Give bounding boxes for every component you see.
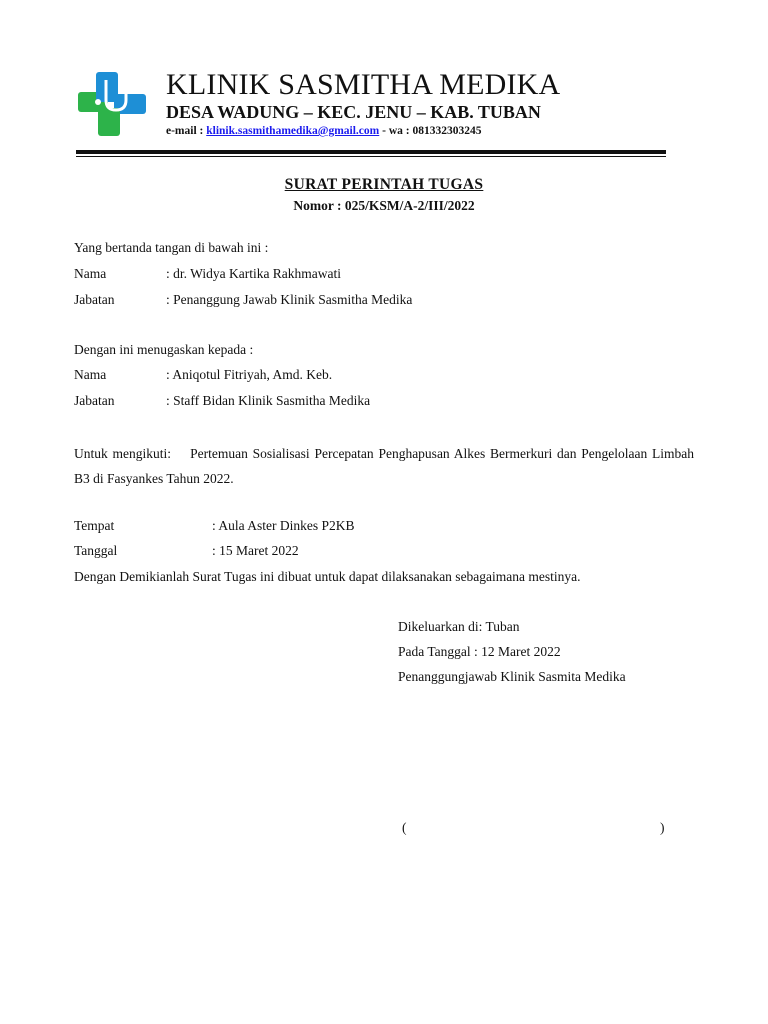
issuer-position-row <box>74 292 412 308</box>
email-label: e-mail : <box>166 125 204 137</box>
field-value: : dr. Widya Kartika Rakhmawati <box>166 266 342 281</box>
assignee-intro: Dengan ini menugaskan kepada : <box>74 342 254 357</box>
clinic-address: DESA WADUNG – KEC. JENU – KAB. TUBAN <box>166 102 541 122</box>
wa-label: - wa : <box>382 125 410 137</box>
signature-paren-close: ) <box>660 820 665 835</box>
field-label: Jabatan <box>74 393 115 408</box>
issuer-intro: Yang bertanda tangan di bawah ini : <box>74 240 269 255</box>
field-label: Tanggal <box>74 543 118 558</box>
issued-at: Dikeluarkan di: Tuban <box>398 619 520 634</box>
email-link[interactable]: klinik.sasmithamedika@gmail.com <box>206 125 380 137</box>
field-label: Tempat <box>74 518 115 533</box>
clinic-contact <box>166 125 481 137</box>
place-row <box>74 518 355 534</box>
purpose-text: Pertemuan Sosialisasi Percepatan Penghapusan Alkes Bermerkuri dan Pengelolaan Limbah B3 di Fasyankes Tahun 2022. <box>74 446 695 486</box>
issuer-name-row <box>74 266 341 282</box>
assignee-position-row <box>74 393 370 409</box>
document-title: SURAT PERINTAH TUGAS <box>284 176 484 193</box>
clinic-name: KLINIK SASMITHA MEDIKA <box>166 68 561 101</box>
issued-date: Pada Tanggal : 12 Maret 2022 <box>398 644 561 659</box>
field-label: Nama <box>74 367 107 382</box>
clinic-logo-icon <box>78 70 148 138</box>
wa-number: 081332303245 <box>412 125 482 137</box>
closing-statement: Dengan Demikianlah Surat Tugas ini dibuat untuk dapat dilaksanakan sebagaimana mestinya. <box>74 569 581 584</box>
signer-title: Penanggungjawab Klinik Sasmita Medika <box>398 669 626 684</box>
date-row <box>74 543 299 559</box>
field-value: : 15 Maret 2022 <box>212 543 299 558</box>
field-value: : Staff Bidan Klinik Sasmitha Medika <box>166 393 371 408</box>
purpose-label: Untuk mengikuti: <box>74 446 172 461</box>
purpose-paragraph <box>74 441 694 491</box>
assignee-name-row <box>74 367 332 383</box>
field-value: : Aula Aster Dinkes P2KB <box>212 518 355 533</box>
field-value: : Penanggung Jawab Klinik Sasmitha Medika <box>166 292 413 307</box>
field-label: Jabatan <box>74 292 115 307</box>
signature-paren-open: ( <box>402 820 407 835</box>
field-value: : Aniqotul Fitriyah, Amd. Keb. <box>166 367 333 382</box>
header-divider-thick <box>76 150 666 154</box>
header-divider-thin <box>76 156 666 157</box>
document-number: Nomor : 025/KSM/A-2/III/2022 <box>293 198 475 213</box>
field-label: Nama <box>74 266 107 281</box>
